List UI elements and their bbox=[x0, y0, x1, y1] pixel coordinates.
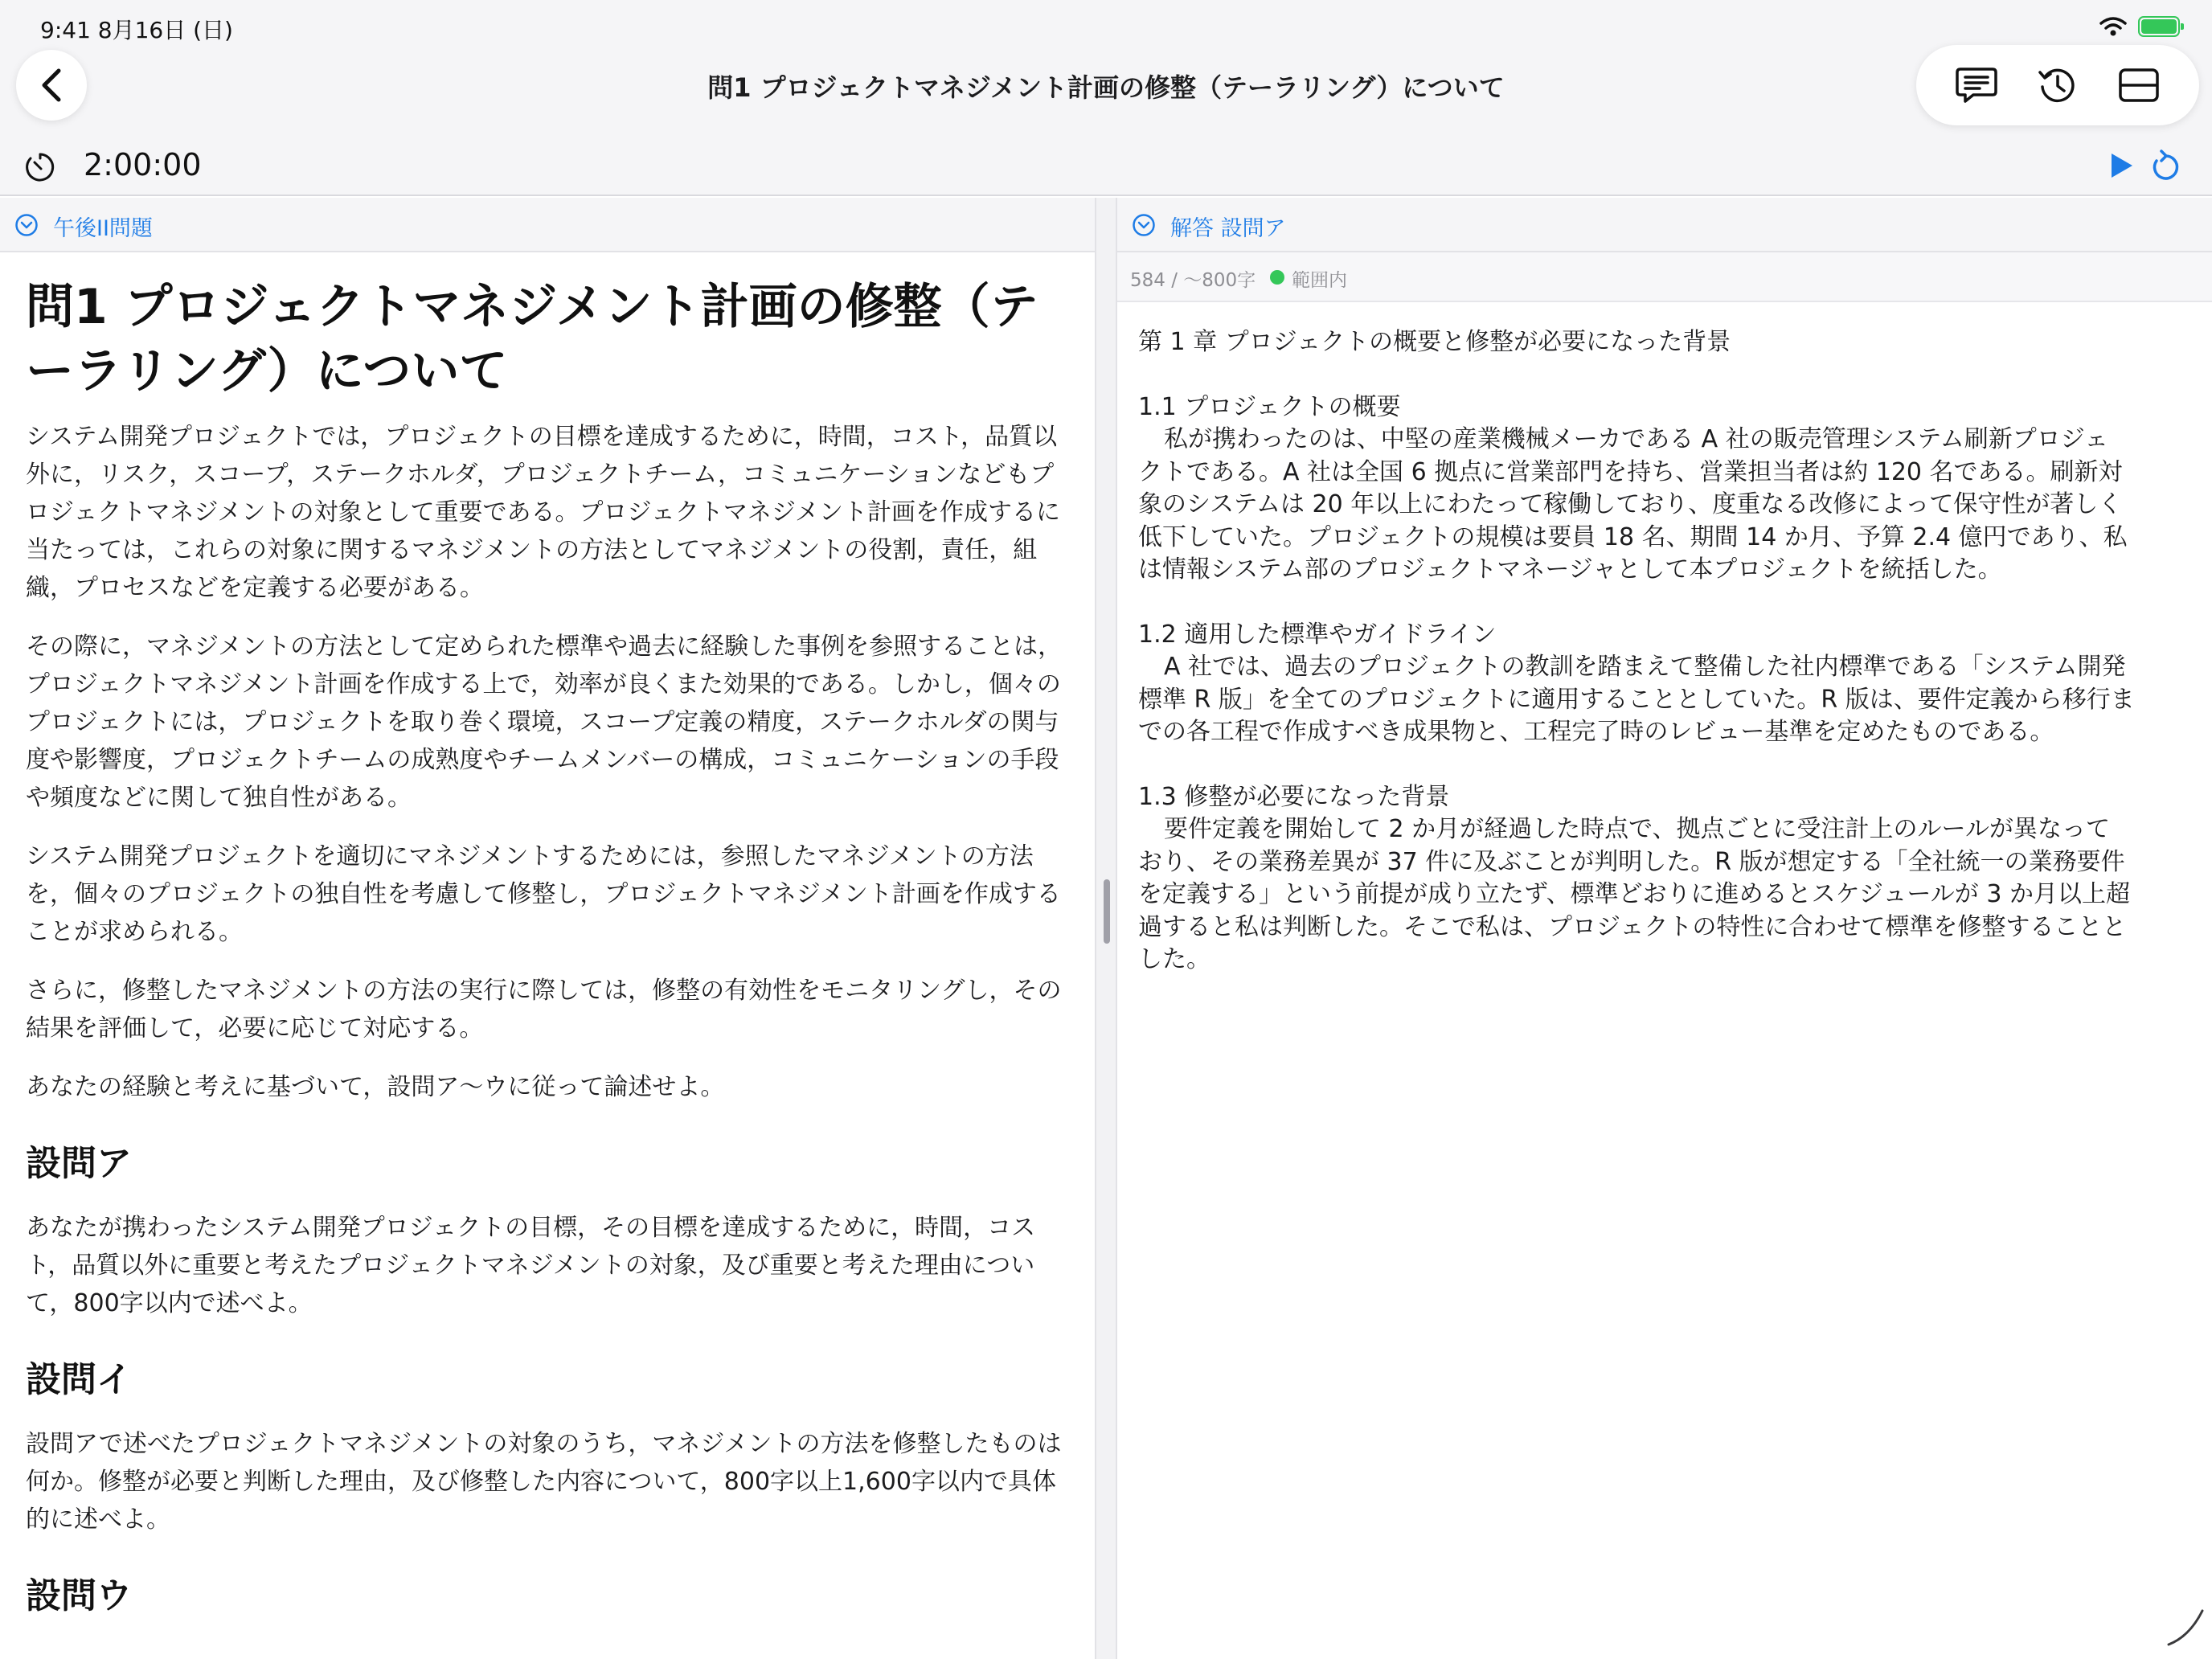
answer-line: 低下していた。プロジェクトの規模は要員 18 名、期間 14 か月、予算 2.4 億円であり、私 bbox=[1138, 522, 2128, 551]
subquestion-b-text: 設問アで述べたプロジェクトマネジメントの対象のうち，マネジメントの方法を修整したものは何か。修整が必要と判断した理由，及び修整した内容について，800字以上1,600字以内で具体的に述べよ。 bbox=[26, 1430, 1062, 1534]
split-view-button[interactable] bbox=[2113, 59, 2165, 111]
chevron-down-icon bbox=[14, 213, 39, 237]
toolbar bbox=[1916, 45, 2199, 125]
question-content bbox=[26, 275, 1071, 1641]
question-paragraph: システム開発プロジェクトでは，プロジェクトの目標を達成するために，時間，コスト，品質以外に，リスク，スコープ，ステークホルダ，プロジェクトチーム，コミュニケーションなどもプロジェクトマネジメントの対象として重要である。プロジェクトマネジメント計画を作成するに当たっては，これらの対象に関するマネジメントの方法としてマネジメントの役割，責任，組織，プロセスなどを定義する必要がある。 bbox=[26, 423, 1060, 602]
question-section-header[interactable] bbox=[0, 198, 1095, 252]
subquestion-a-text: あなたが携わったシステム開発プロジェクトの目標，その目標を達成するために，時間，コスト，品質以外に重要と考えたプロジェクトマネジメントの対象，及び重要と考えた理由について，800字以内で述べよ。 bbox=[26, 1214, 1036, 1317]
answer-line: を定義する」という前提が成り立たず、標準どおりに進めるとスケジュールが 3 か月以上超 bbox=[1138, 880, 2130, 908]
answer-line: 象のシステムは 20 年以上にわたって稼働しており、度重なる改修によって保守性が著しく bbox=[1138, 490, 2123, 518]
subquestion-b-title: 設問イ bbox=[26, 1359, 132, 1400]
answer-line: 過すると私は判断した。そこで私は、プロジェクトの特性に合わせて標準を修整することと bbox=[1138, 912, 2127, 941]
answer-section bbox=[1138, 781, 2199, 977]
question-paragraph: その際に，マネジメントの方法として定められた標準や過去に経験した事例を参照することは，プロジェクトマネジメント計画を作成する上で，効率が良くまた効果的である。しかし，個々のプロジェクトには，プロジェクトを取り巻く環境，スコープ定義の精度，ステークホルダの関与度や影響度，プロジェクトチームの成熟度やチームメンバーの構成，コミュニケーションの手段や頻度などに関して独自性がある。 bbox=[26, 633, 1063, 812]
answer-section-heading: 1.1 プロジェクトの概要 bbox=[1138, 392, 1401, 421]
answer-section bbox=[1138, 619, 2199, 749]
answer-line: 要件定義を開始して 2 か月が経過した時点で、拠点ごとに受注計上のルールが異なって bbox=[1164, 815, 2110, 843]
answer-line: A 社では、過去のプロジェクトの教訓を踏まえて整備した社内標準である「システム開発 bbox=[1164, 653, 2126, 681]
battery-icon bbox=[2138, 16, 2180, 37]
status-time: 9:41 8月16日 (日) bbox=[40, 17, 233, 43]
pane-divider[interactable] bbox=[1095, 198, 1117, 1659]
answer-chapter-title: 第 1 章 プロジェクトの概要と修整が必要になった背景 bbox=[1138, 328, 1731, 356]
answer-line: での各工程で作成すべき成果物と、工程完了時のレビュー基準を定めたものである。 bbox=[1138, 718, 2054, 746]
history-button[interactable] bbox=[2032, 59, 2083, 111]
char-count: 584 / 〜800字 bbox=[1130, 270, 1256, 291]
subquestion-a-title: 設問ア bbox=[26, 1143, 132, 1184]
answer-section-header[interactable] bbox=[1117, 198, 2212, 252]
chevron-down-icon bbox=[1132, 213, 1156, 237]
chevron-left-icon bbox=[39, 68, 63, 103]
answer-line: 標準 R 版」を全てのプロジェクトに適用することとしていた。R 版は、要件定義から移行ま bbox=[1138, 685, 2135, 714]
answer-section-heading: 1.3 修整が必要になった背景 bbox=[1138, 782, 1450, 811]
answer-line: した。 bbox=[1138, 945, 1210, 973]
play-icon[interactable] bbox=[2108, 151, 2135, 180]
answer-line: は情報システム部のプロジェクトマネージャとして本プロジェクトを統括した。 bbox=[1138, 555, 2002, 584]
top-bar bbox=[0, 0, 2212, 196]
page-title: 問1 プロジェクトマネジメント計画の修整（テーラリング）について bbox=[707, 72, 1505, 103]
range-status: 範囲内 bbox=[1292, 270, 1347, 291]
answer-line: おり、その業務差異が 37 件に及ぶことが判明した。R 版が想定する「全社統一の業務要件 bbox=[1138, 847, 2125, 876]
history-icon bbox=[2037, 64, 2079, 106]
status-indicators bbox=[2099, 14, 2180, 39]
pencil-stroke-icon bbox=[2165, 1608, 2206, 1648]
question-paragraph: システム開発プロジェクトを適切にマネジメントするためには，参照したマネジメントの方法を，個々のプロジェクトの独自性を考慮して修整し，プロジェクトマネジメント計画を作成することが求められる。 bbox=[26, 842, 1061, 946]
divider-grip[interactable] bbox=[1104, 879, 1110, 944]
status-dot bbox=[1270, 270, 1284, 285]
question-paragraph: さらに，修整したマネジメントの方法の実行に際しては，修整の有効性をモニタリングし，その結果を評価して，必要に応じて対応する。 bbox=[26, 977, 1062, 1043]
answer-section-label: 解答 設問ア bbox=[1170, 216, 1286, 241]
comment-icon bbox=[1956, 66, 1997, 104]
question-heading: 問1 プロジェクトマネジメント計画の修整（テーラリング）について bbox=[26, 279, 1038, 399]
timer-icon[interactable] bbox=[24, 151, 56, 183]
question-paragraph: あなたの経験と考えに基づいて，設問ア〜ウに従って論述せよ。 bbox=[26, 1073, 725, 1101]
answer-pane[interactable] bbox=[1117, 198, 2212, 1659]
answer-section-heading: 1.2 適用した標準やガイドライン bbox=[1138, 620, 1497, 649]
answer-section bbox=[1138, 391, 2199, 587]
question-section-label: 午後II問題 bbox=[53, 216, 153, 241]
timer-value: 2:00:00 bbox=[84, 147, 202, 182]
back-button[interactable] bbox=[16, 50, 87, 121]
reset-icon[interactable] bbox=[2149, 150, 2181, 183]
question-pane[interactable] bbox=[0, 198, 1095, 1659]
answer-editor[interactable] bbox=[1138, 326, 2199, 1009]
answer-line: クトである。A 社は全国 6 拠点に営業部門を持ち、営業担当者は約 120 名である。刷新対 bbox=[1138, 457, 2123, 486]
answer-line: 私が携わったのは、中堅の産業機械メーカである A 社の販売管理システム刷新プロジェ bbox=[1164, 425, 2109, 453]
split-view-icon bbox=[2118, 68, 2160, 103]
comment-button[interactable] bbox=[1951, 59, 2002, 111]
char-counter-bar bbox=[1117, 252, 2212, 302]
subquestion-c-title: 設問ウ bbox=[26, 1575, 132, 1616]
wifi-icon bbox=[2099, 16, 2127, 37]
